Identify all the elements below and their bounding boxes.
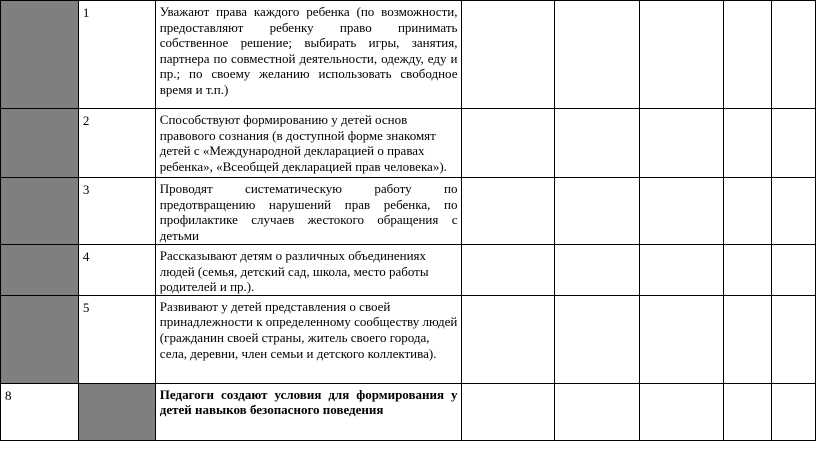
empty-cell bbox=[555, 383, 640, 440]
empty-cell bbox=[462, 109, 555, 178]
empty-cell bbox=[555, 295, 640, 383]
empty-cell bbox=[462, 1, 555, 109]
empty-cell bbox=[772, 1, 816, 109]
table-row bbox=[1, 245, 816, 296]
row-marker-cell bbox=[1, 295, 79, 383]
empty-cell bbox=[462, 245, 555, 296]
row-text: Способствуют формированию у детей основ правового сознания (в доступной форме знакомят детей с «Международной декларацией о правах ребенка», «Всеобщей декларацией прав человека»). bbox=[155, 109, 462, 178]
empty-cell bbox=[640, 109, 724, 178]
row-number: 1 bbox=[78, 1, 155, 109]
row-number: 5 bbox=[78, 295, 155, 383]
row-marker-cell bbox=[1, 245, 79, 296]
row-number: 2 bbox=[78, 109, 155, 178]
row-text: Проводят систематическую работу по предотвращению нарушений прав ребенка, по профилактике случаев жестокого обращения с детьми bbox=[155, 178, 462, 245]
row-number: 3 bbox=[78, 178, 155, 245]
empty-cell bbox=[555, 1, 640, 109]
empty-cell bbox=[555, 109, 640, 178]
empty-cell bbox=[640, 178, 724, 245]
empty-cell bbox=[724, 1, 772, 109]
empty-cell bbox=[724, 245, 772, 296]
table-row bbox=[1, 1, 816, 109]
empty-cell bbox=[772, 178, 816, 245]
empty-cell bbox=[724, 178, 772, 245]
empty-cell bbox=[640, 245, 724, 296]
empty-cell bbox=[772, 383, 816, 440]
empty-cell bbox=[640, 1, 724, 109]
row-text: Уважают права каждого ребенка (по возможности, предоставляют ребенку право принимать собственное решение; выбирать игры, занятия, партнера по совместной деятельности, одежду, еду и пр.; по своему желанию использовать свободное время и т.п.) bbox=[155, 1, 462, 109]
row-number: 4 bbox=[78, 245, 155, 296]
row-marker-cell bbox=[1, 1, 79, 109]
empty-cell bbox=[724, 383, 772, 440]
empty-cell bbox=[462, 383, 555, 440]
empty-cell bbox=[640, 383, 724, 440]
table-row bbox=[1, 109, 816, 178]
row-text: Развивают у детей представления о своей принадлежности к определенному сообществу людей (гражданин своей страны, житель своего города, села, деревни, член семьи и детского коллектива). bbox=[155, 295, 462, 383]
empty-cell bbox=[772, 109, 816, 178]
empty-cell bbox=[462, 178, 555, 245]
table-row bbox=[1, 295, 816, 383]
table-row bbox=[1, 178, 816, 245]
empty-cell bbox=[555, 178, 640, 245]
section-number: 8 bbox=[1, 383, 79, 440]
table-row bbox=[1, 383, 816, 440]
empty-cell bbox=[772, 245, 816, 296]
empty-cell bbox=[555, 245, 640, 296]
empty-cell bbox=[462, 295, 555, 383]
row-marker-cell bbox=[78, 383, 155, 440]
empty-cell bbox=[724, 109, 772, 178]
empty-cell bbox=[772, 295, 816, 383]
row-marker-cell bbox=[1, 178, 79, 245]
row-marker-cell bbox=[1, 109, 79, 178]
row-text: Рассказывают детям о различных объединениях людей (семья, детский сад, школа, место работы родителей и пр.). bbox=[155, 245, 462, 296]
empty-cell bbox=[724, 295, 772, 383]
section-title: Педагоги создают условия для формирования у детей навыков безопасного поведения bbox=[155, 383, 462, 440]
empty-cell bbox=[640, 295, 724, 383]
